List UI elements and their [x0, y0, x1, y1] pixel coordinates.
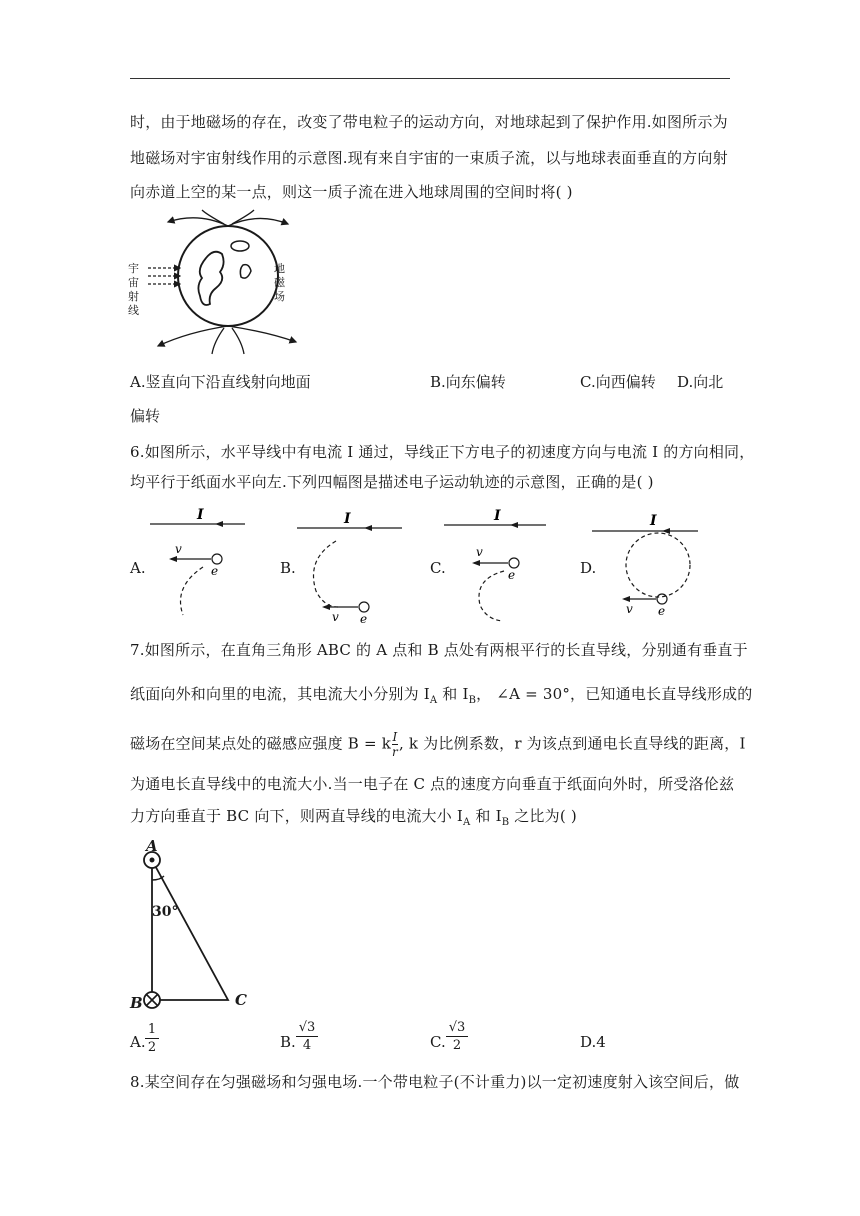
q6-label-a: A. — [130, 559, 146, 577]
q6-fig-c — [442, 505, 562, 625]
q5-option-d-wrap: 偏转 — [130, 407, 161, 425]
svg-text:v: v — [332, 610, 339, 624]
q7-line-4: 为通电长直导线中的电流大小.当一电子在 C 点的速度方向垂直于纸面向外时，所受洛伦兹 — [130, 775, 735, 793]
fig-label-cosmic-ray: 宇宙射线 — [128, 262, 139, 317]
svg-text:e: e — [360, 612, 368, 626]
svg-text:v: v — [476, 545, 483, 559]
q6-fig-a — [145, 505, 275, 615]
q5-option-c: C.向西偏转 — [580, 373, 656, 391]
q5-option-d: D.向北 — [677, 373, 724, 391]
q7-line-5: 力方向垂直于 BC 向下，则两直导线的电流大小 $I_A$ 和 $I_B$ 之比为( ) — [130, 807, 577, 828]
point-b-label: B — [130, 994, 143, 1012]
svg-text:I: I — [494, 508, 501, 524]
q6-line-1: 6.如图所示，水平导线中有电流 I 通过，导线正下方电子的初速度方向与电流 I 的方向相同， — [130, 443, 755, 461]
q7-line-1: 7.如图所示，在直角三角形 ABC 的 A 点和 B 点处有两根平行的长直导线，分别通有垂直于 — [130, 641, 748, 659]
q6-line-2: 均平行于纸面水平向左.下列四幅图是描述电子运动轨迹的示意图，正确的是( ) — [130, 473, 654, 491]
q8-line-1: 8.某空间存在匀强磁场和匀强电场.一个带电粒子(不计重力)以一定初速度射入该空间后，做 — [130, 1073, 740, 1091]
header-rule — [130, 78, 730, 79]
svg-text:v: v — [175, 542, 182, 556]
q6-fig-b — [292, 505, 412, 625]
q7-option-a-prefix: A. — [130, 1033, 146, 1051]
q7-option-c-fraction: √3 2 — [446, 1020, 468, 1053]
q5-line-1: 时，由于地磁场的存在，改变了带电粒子的运动方向，对地球起到了保护作用.如图所示为 — [130, 113, 728, 131]
q7-option-b-prefix: B. — [280, 1033, 296, 1051]
angle-label: 30° — [152, 904, 179, 920]
q7-line-2: 纸面向外和向里的电流，其电流大小分别为 $I_A$ 和 $I_B$， ∠A = 30°，已知通电长直导线形成的 — [130, 685, 753, 706]
fig-label-geomagnetic-field: 地磁场 — [274, 262, 285, 303]
q5-line-3: 向赤道上空的某一点，则这一质子流在进入地球周围的空间时将( ) — [130, 183, 573, 201]
q7-option-c-prefix: C. — [430, 1033, 446, 1051]
q5-option-a: A.竖直向下沿直线射向地面 — [130, 373, 311, 391]
q7-line-3: 磁场在空间某点处的磁感应强度 B = k $\frac{I}{r}$ , k 为比例系数，r 为该点到通电长直导线的距离，I — [130, 730, 746, 759]
svg-text:I: I — [650, 513, 657, 529]
point-a-label: A — [146, 837, 158, 855]
q7-option-d: D.4 — [580, 1033, 606, 1051]
svg-text:I: I — [197, 507, 204, 523]
q7-option-a-fraction: 1 2 — [145, 1022, 159, 1055]
q5-line-2: 地磁场对宇宙射线作用的示意图.现有来自宇宙的一束质子流，以与地球表面垂直的方向射 — [130, 149, 728, 167]
q6-label-b: B. — [280, 559, 296, 577]
q6-label-d: D. — [580, 559, 597, 577]
svg-text:e: e — [211, 564, 219, 578]
q5-option-b: B.向东偏转 — [430, 373, 506, 391]
svg-text:v: v — [626, 602, 633, 616]
q7-option-b-fraction: √3 4 — [296, 1020, 318, 1053]
point-c-label: C — [235, 991, 247, 1009]
svg-text:I: I — [344, 511, 351, 527]
svg-text:e: e — [508, 568, 516, 582]
q6-label-c: C. — [430, 559, 446, 577]
q6-fig-d — [592, 505, 722, 625]
svg-text:e: e — [658, 604, 666, 618]
